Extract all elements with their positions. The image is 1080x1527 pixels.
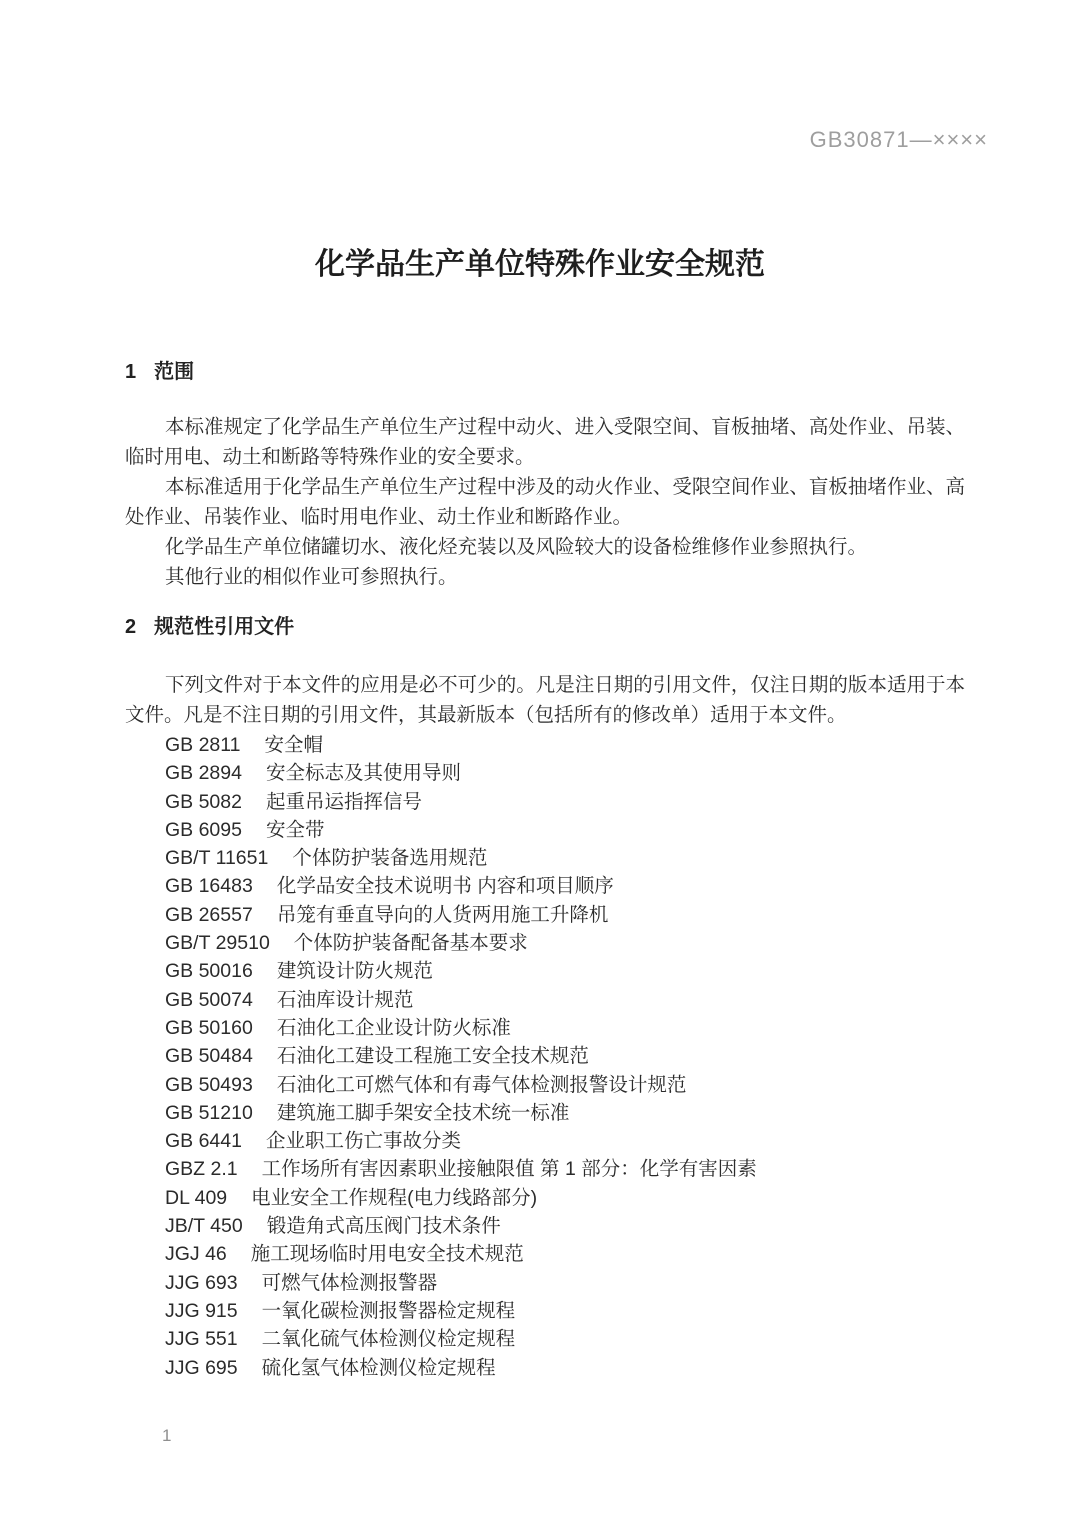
section-1-paragraphs [125,412,965,592]
reference-code: GB/T 29510 [165,932,270,955]
paragraph: 下列文件对于本文件的应用是必不可少的。凡是注日期的引用文件，仅注日期的版本适用于本文件。凡是不注日期的引用文件，其最新版本（包括所有的修改单）适用于本文件。 [125,674,965,726]
paragraph: 本标准规定了化学品生产单位生产过程中动火、进入受限空间、盲板抽堵、高处作业、吊装、临时用电、动土和断路等特殊作业的安全要求。 [125,416,965,468]
page-number: 1 [162,1426,172,1445]
reference-name: 安全带 [265,818,325,841]
section-2-intro [125,670,965,730]
reference-name: 化学品安全技术说明书 内容和项目顺序 [276,875,614,898]
reference-name: 吊笼有垂直导向的人货两用施工升降机 [276,903,609,926]
reference-item [125,1042,965,1070]
reference-name: 起重吊运指挥信号 [265,790,422,813]
reference-code: GB 6095 [165,818,242,841]
reference-item [125,1354,965,1382]
reference-code: GB 50493 [165,1073,253,1096]
reference-code: GBZ 2.1 [165,1158,238,1181]
reference-name: 石油库设计规范 [276,988,414,1011]
reference-name: 工作场所有害因素职业接触限值 第 1 部分：化学有害因素 [261,1158,757,1181]
reference-name: 二氧化硫气体检测仪检定规程 [261,1328,516,1351]
reference-item [125,1240,965,1268]
reference-code: JGJ 46 [165,1243,227,1266]
document-body [0,359,1080,1382]
reference-code: GB 16483 [165,875,253,898]
reference-code: GB 2894 [165,762,242,785]
reference-code: GB 50160 [165,1016,253,1039]
reference-name: 个体防护装备选用规范 [292,847,488,870]
reference-code: GB/T 11651 [165,847,269,870]
reference-item [125,1184,965,1212]
section-2-number: 2 [125,616,137,638]
reference-item [125,844,965,872]
reference-name: 石油化工可燃气体和有毒气体检测报警设计规范 [276,1073,687,1096]
reference-item [125,1014,965,1042]
reference-code: GB 50074 [165,988,253,1011]
paragraph: 其他行业的相似作业可参照执行。 [165,566,458,588]
reference-item [125,1071,965,1099]
section-2-heading [125,614,965,640]
reference-item [125,1099,965,1127]
reference-name: 企业职工伤亡事故分类 [265,1130,461,1153]
reference-name: 安全帽 [264,734,324,756]
reference-item [125,872,965,900]
reference-code: JB/T 450 [165,1215,243,1238]
reference-name: 个体防护装备配备基本要求 [293,932,528,955]
reference-code: GB 50016 [165,960,253,983]
reference-item [125,1155,965,1183]
reference-name: 可燃气体检测报警器 [261,1271,438,1294]
reference-item [125,788,965,816]
reference-code: JJG 695 [165,1356,238,1379]
paragraph: 本标准适用于化学品生产单位生产过程中涉及的动火作业、受限空间作业、盲板抽堵作业、高处作业、吊装作业、临时用电作业、动土作业和断路作业。 [125,476,965,528]
reference-name: 石油化工企业设计防火标准 [276,1016,511,1039]
page-title: 化学品生产单位特殊作业安全规范 [315,248,765,281]
doc-code: GB30871—×××× [809,127,988,152]
reference-item [125,1127,965,1155]
reference-name: 石油化工建设工程施工安全技术规范 [276,1045,589,1068]
reference-code: JJG 915 [165,1299,238,1322]
section-1-number: 1 [125,361,137,383]
reference-name: 一氧化碳检测报警器检定规程 [261,1299,516,1322]
reference-name: 安全标志及其使用导则 [265,762,461,785]
reference-name: 锻造角式高压阀门技术条件 [266,1215,501,1238]
reference-item [125,759,965,787]
reference-code: GB 5082 [165,790,242,813]
reference-code: GB 6441 [165,1130,242,1153]
reference-item [125,816,965,844]
reference-code: JJG 551 [165,1328,238,1351]
section-2-title: 规范性引用文件 [154,616,295,638]
reference-item [125,1212,965,1240]
reference-item [125,901,965,929]
reference-code: GB 26557 [165,903,253,926]
section-1-title: 范围 [154,361,195,383]
section-1-heading [125,359,965,385]
reference-item [125,957,965,985]
reference-name: 硫化氢气体检测仪检定规程 [261,1356,496,1379]
reference-item [125,929,965,957]
reference-item [125,1269,965,1297]
reference-code: DL 409 [165,1186,228,1209]
reference-code: GB 51210 [165,1101,253,1124]
reference-name: 电业安全工作规程(电力线路部分) [251,1186,538,1209]
reference-code: GB 50484 [165,1045,253,1068]
reference-item [125,731,965,759]
reference-item [125,986,965,1014]
paragraph: 化学品生产单位储罐切水、液化烃充装以及风险较大的设备检维修作业参照执行。 [165,536,868,558]
reference-item [125,1297,965,1325]
reference-item [125,1325,965,1353]
reference-name: 建筑设计防火规范 [276,960,433,983]
reference-code: JJG 693 [165,1271,238,1294]
reference-code: GB 2811 [165,734,241,756]
reference-name: 施工现场临时用电安全技术规范 [250,1243,524,1266]
reference-name: 建筑施工脚手架安全技术统一标准 [276,1101,570,1124]
reference-list [125,731,965,1382]
